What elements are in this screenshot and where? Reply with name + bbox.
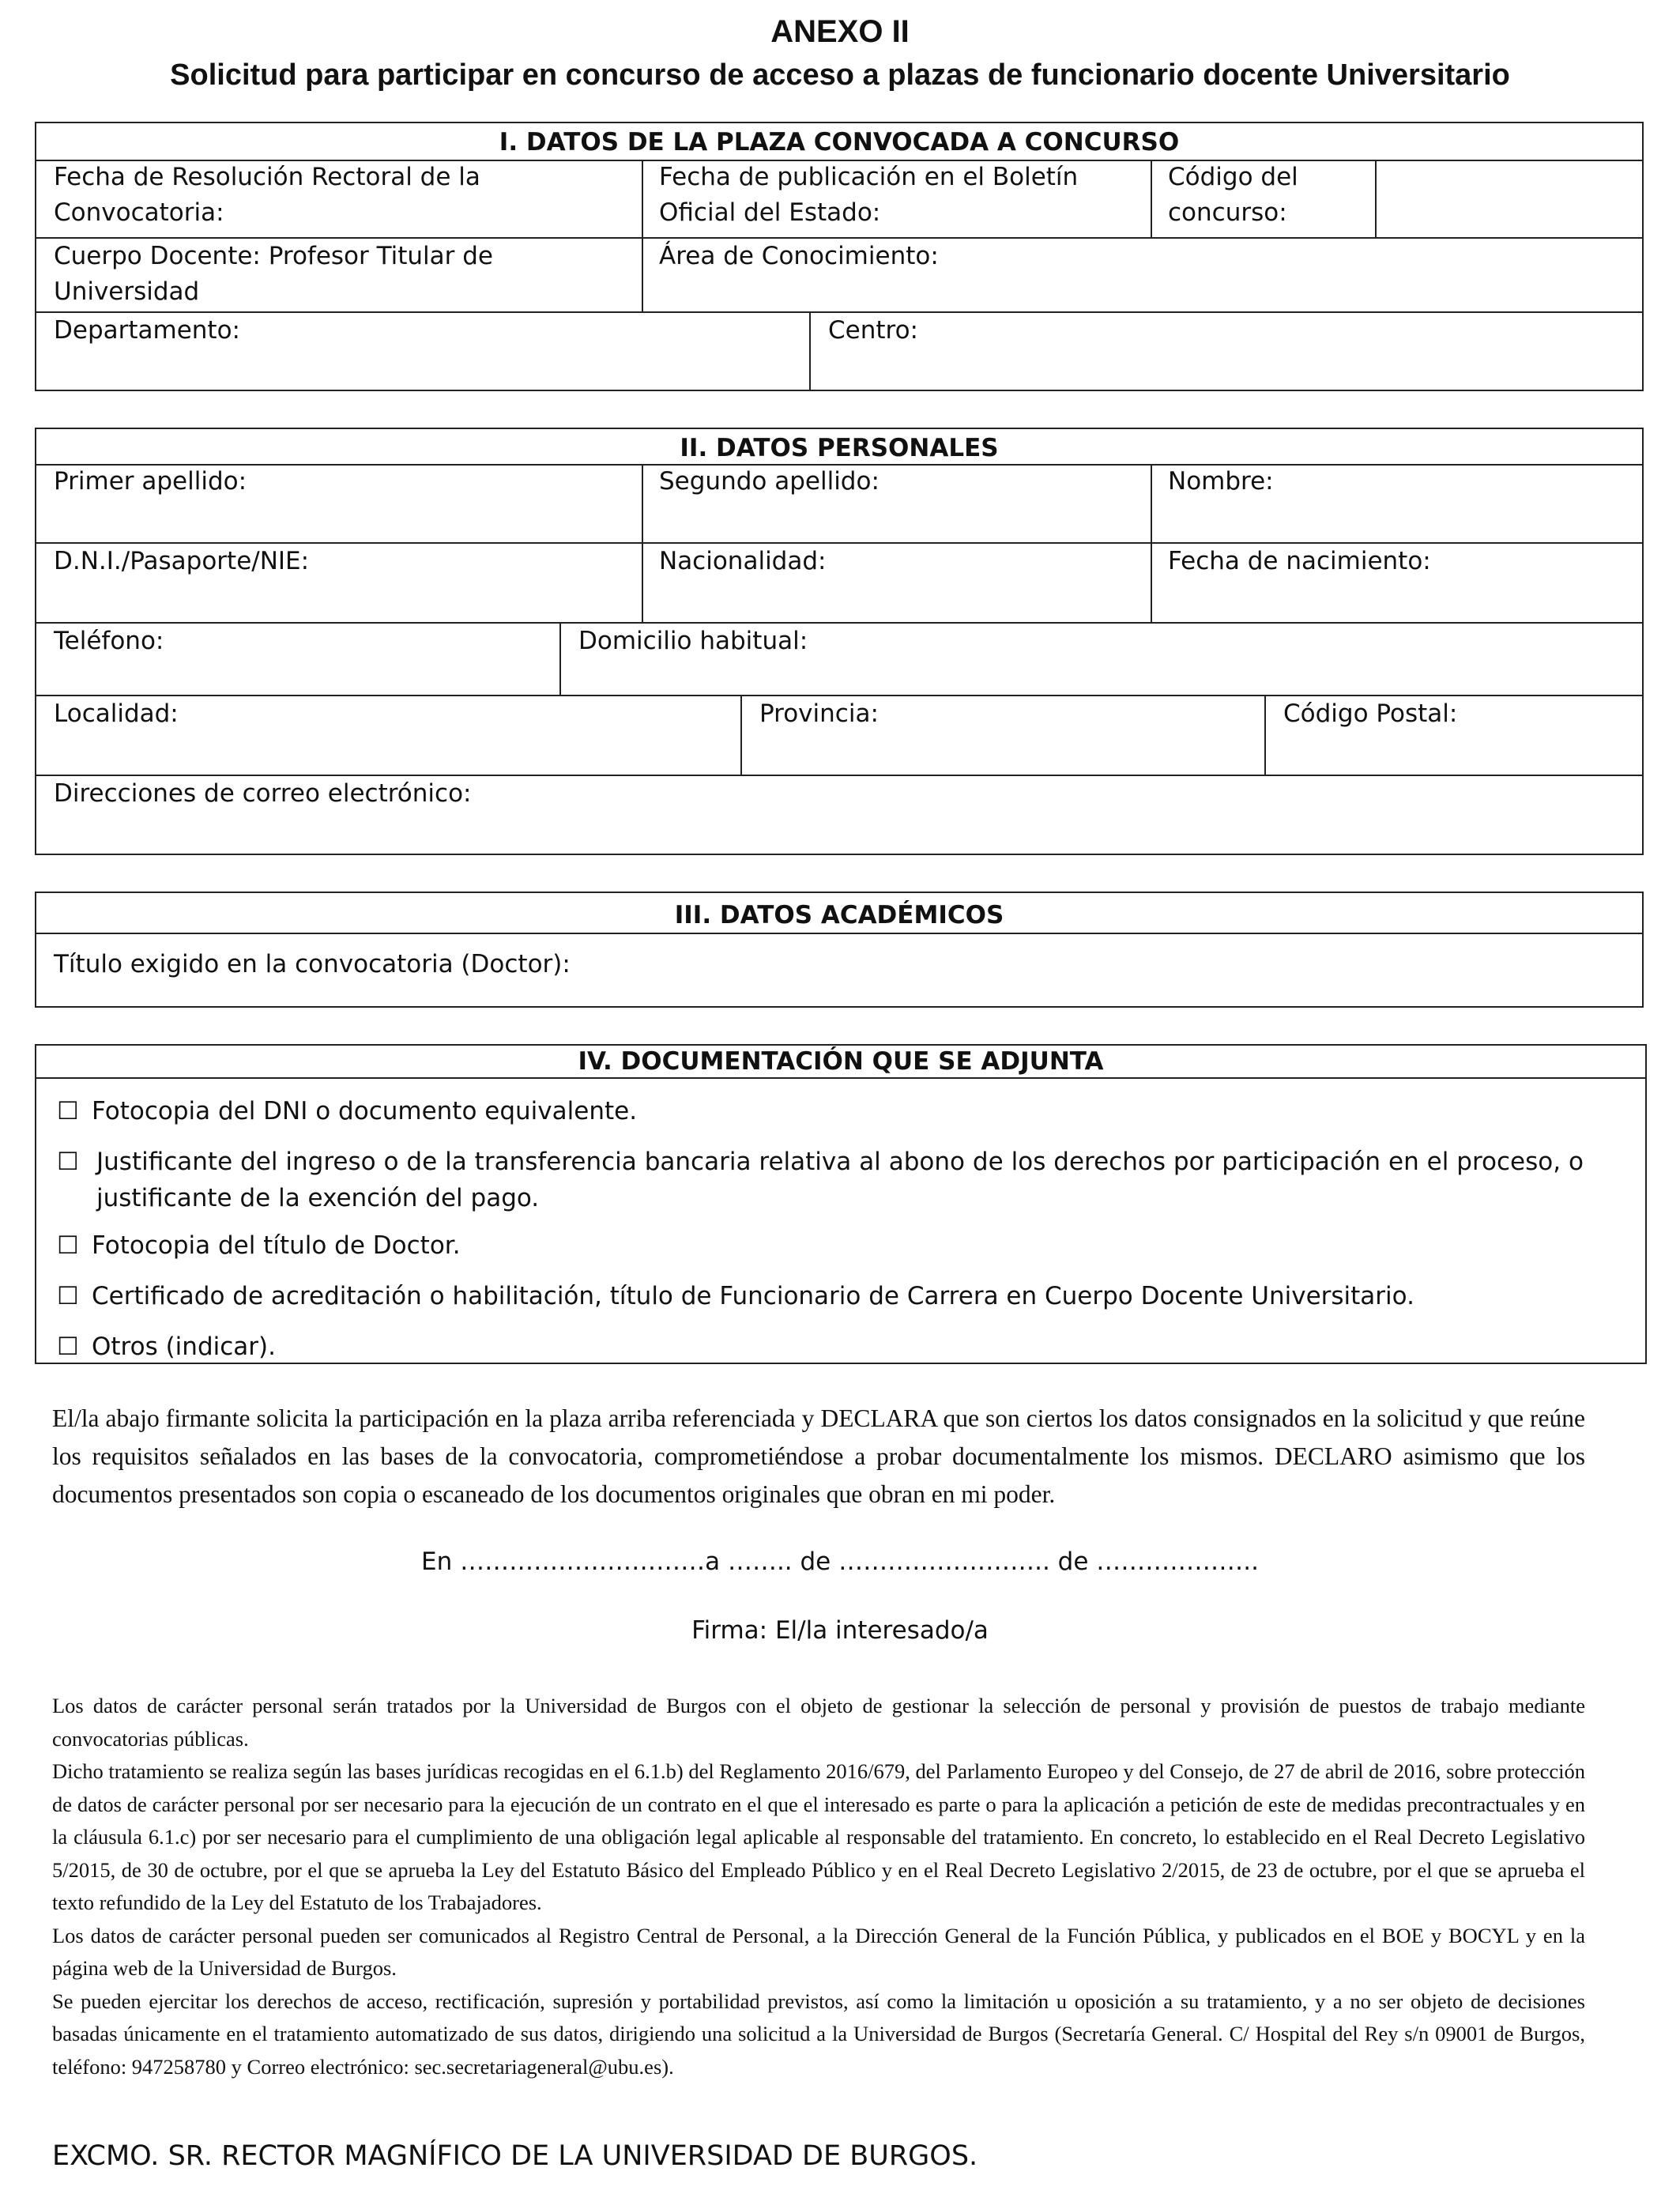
legal-paragraph: Los datos de carácter personal serán tratados por la Universidad de Burgos con el objeto de gestionar la selección de personal y provisión de puestos de trabajo mediante convocatorias públicas. — [52, 1694, 1585, 1751]
field-domicilio[interactable]: Domicilio habitual: — [578, 627, 808, 655]
field-codigo-postal[interactable]: Código Postal: — [1283, 699, 1458, 728]
addressee: EXCMO. SR. RECTOR MAGNÍFICO DE LA UNIVERSIDAD DE BURGOS. — [52, 2140, 978, 2172]
field-fecha-nacimiento[interactable]: Fecha de nacimiento: — [1168, 547, 1431, 575]
doc-item-dni[interactable] — [57, 1093, 1598, 1129]
declaration-text: El/la abajo firmante solicita la participación en la plaza arriba referenciada y DECLARA que son ciertos los datos consignados en la solicitud y que reúne los requisitos señalados en las bases de la convocatoria, comprometiéndose a probar documentalmente los mismos. DECLARO asimismo que los documentos presentados son copia o escaneado de los documentos originales que obran en mi poder. — [52, 1404, 1585, 1508]
field-nacionalidad[interactable]: Nacionalidad: — [659, 547, 827, 575]
field-nombre[interactable]: Nombre: — [1168, 467, 1274, 496]
field-departamento[interactable]: Departamento: — [54, 316, 240, 345]
data-protection-notice — [52, 1690, 1585, 2083]
doc-item-label: Certificado de acreditación o habilitación, título de Funcionario de Carrera en Cuerpo Docente Universitario. — [92, 1282, 1414, 1310]
field-localidad[interactable]: Localidad: — [54, 699, 179, 728]
field-codigo-concurso-label: Código del concurso: — [1168, 163, 1298, 227]
doc-item-titulo[interactable] — [57, 1227, 1598, 1264]
section-personal — [35, 428, 1644, 855]
field-cuerpo-docente: Cuerpo Docente: Profesor Titular de Universidad — [54, 242, 493, 306]
checkbox-justificante[interactable]: ☐ — [57, 1148, 79, 1176]
legal-paragraph: Dicho tratamiento se realiza según las bases jurídicas recogidas en el 6.1.b) del Reglamento 2016/679, del Parlamento Europeo y del Consejo, de 27 de abril de 2016, sobre protección de datos de carácter personal por ser necesario para la ejecución de un contrato en el que el interesado es parte o para la aplicación a petición de este de medidas precontractuales y en la cláusula 6.1.c) por ser necesario para el cumplimiento de una obligación legal aplicable al responsable del tratamiento. En concreto, lo establecido en el Real Decreto Legislativo 5/2015, de 30 de octubre, por el que se aprueba la Ley del Estatuto Básico del Empleado Público y en el Real Decreto Legislativo 2/2015, de 23 de octubre, por el que se aprueba el texto refundido de la Ley del Estatuto de los Trabajadores. — [52, 1759, 1585, 1914]
doc-item-otros[interactable] — [57, 1329, 1598, 1365]
doc-item-label: Otros (indicar). — [92, 1333, 276, 1361]
legal-paragraph: Se pueden ejercitar los derechos de acceso, rectificación, supresión y portabilidad previstos, así como la limitación u oposición a su tratamiento, y a no ser objeto de decisiones basadas únicamente en el tratamiento automatizado de sus datos, dirigiendo una solicitud a la Universidad de Burgos (Secretaría General. C/ Hospital del Rey s/n 09001 de Burgos, teléfono: 947258780 y Correo electrónico: sec.secretariageneral@ubu.es). — [52, 1989, 1585, 2079]
doc-item-label: Fotocopia del DNI o documento equivalente. — [92, 1097, 638, 1125]
form-subtitle: Solicitud para participar en concurso de acceso a plazas de funcionario docente Universitario — [170, 58, 1510, 92]
section-academic-title: III. DATOS ACADÉMICOS — [674, 901, 1004, 929]
doc-item-certificado[interactable] — [57, 1278, 1598, 1314]
field-codigo-concurso[interactable] — [1377, 160, 1644, 237]
section-documents — [35, 1044, 1647, 1364]
section-plaza-title: I. DATOS DE LA PLAZA CONVOCADA A CONCURSO — [499, 128, 1180, 156]
field-dni[interactable]: D.N.I./Pasaporte/NIE: — [54, 547, 310, 575]
field-telefono[interactable]: Teléfono: — [54, 627, 164, 655]
checkbox-dni[interactable]: ☐ — [57, 1097, 79, 1125]
checkbox-certificado[interactable]: ☐ — [57, 1282, 79, 1310]
section-academic — [35, 892, 1644, 1008]
field-email[interactable]: Direcciones de correo electrónico: — [54, 779, 472, 808]
doc-item-justificante[interactable] — [57, 1144, 1584, 1216]
checkbox-titulo[interactable]: ☐ — [57, 1231, 79, 1260]
field-fecha-resolucion[interactable]: Fecha de Resolución Rectoral de la Convocatoria: — [54, 163, 480, 227]
field-primer-apellido[interactable]: Primer apellido: — [54, 467, 247, 496]
doc-item-label: Fotocopia del título de Doctor. — [92, 1231, 461, 1260]
section-plaza — [35, 122, 1644, 391]
field-segundo-apellido[interactable]: Segundo apellido: — [659, 467, 880, 496]
legal-paragraph: Los datos de carácter personal pueden ser comunicados al Registro Central de Personal, a la Dirección General de la Función Pública, y publicados en el BOE y BOCYL y en la página web de la Universidad de Burgos. — [52, 1923, 1585, 1980]
place-date-line[interactable]: En …………………………a …….. de …………………….. de ……………….. — [421, 1547, 1259, 1576]
annex-title: ANEXO II — [770, 14, 910, 49]
field-fecha-publicacion[interactable]: Fecha de publicación en el Boletín Oficial del Estado: — [659, 163, 1079, 227]
checkbox-otros[interactable]: ☐ — [57, 1333, 79, 1361]
doc-item-label: Justificante del ingreso o de la transferencia bancaria relativa al abono de los derechos por participación en el proceso, o justificante de la exención del pago. — [96, 1148, 1584, 1212]
section-personal-title: II. DATOS PERSONALES — [680, 434, 999, 462]
field-centro[interactable]: Centro: — [828, 316, 918, 345]
field-provincia[interactable]: Provincia: — [759, 699, 879, 728]
field-area-conocimiento[interactable]: Área de Conocimiento: — [659, 242, 939, 270]
section-documents-title: IV. DOCUMENTACIÓN QUE SE ADJUNTA — [578, 1047, 1104, 1076]
signature-label: Firma: El/la interesado/a — [691, 1616, 989, 1645]
field-titulo-doctor[interactable]: Título exigido en la convocatoria (Doctor): — [54, 950, 571, 978]
